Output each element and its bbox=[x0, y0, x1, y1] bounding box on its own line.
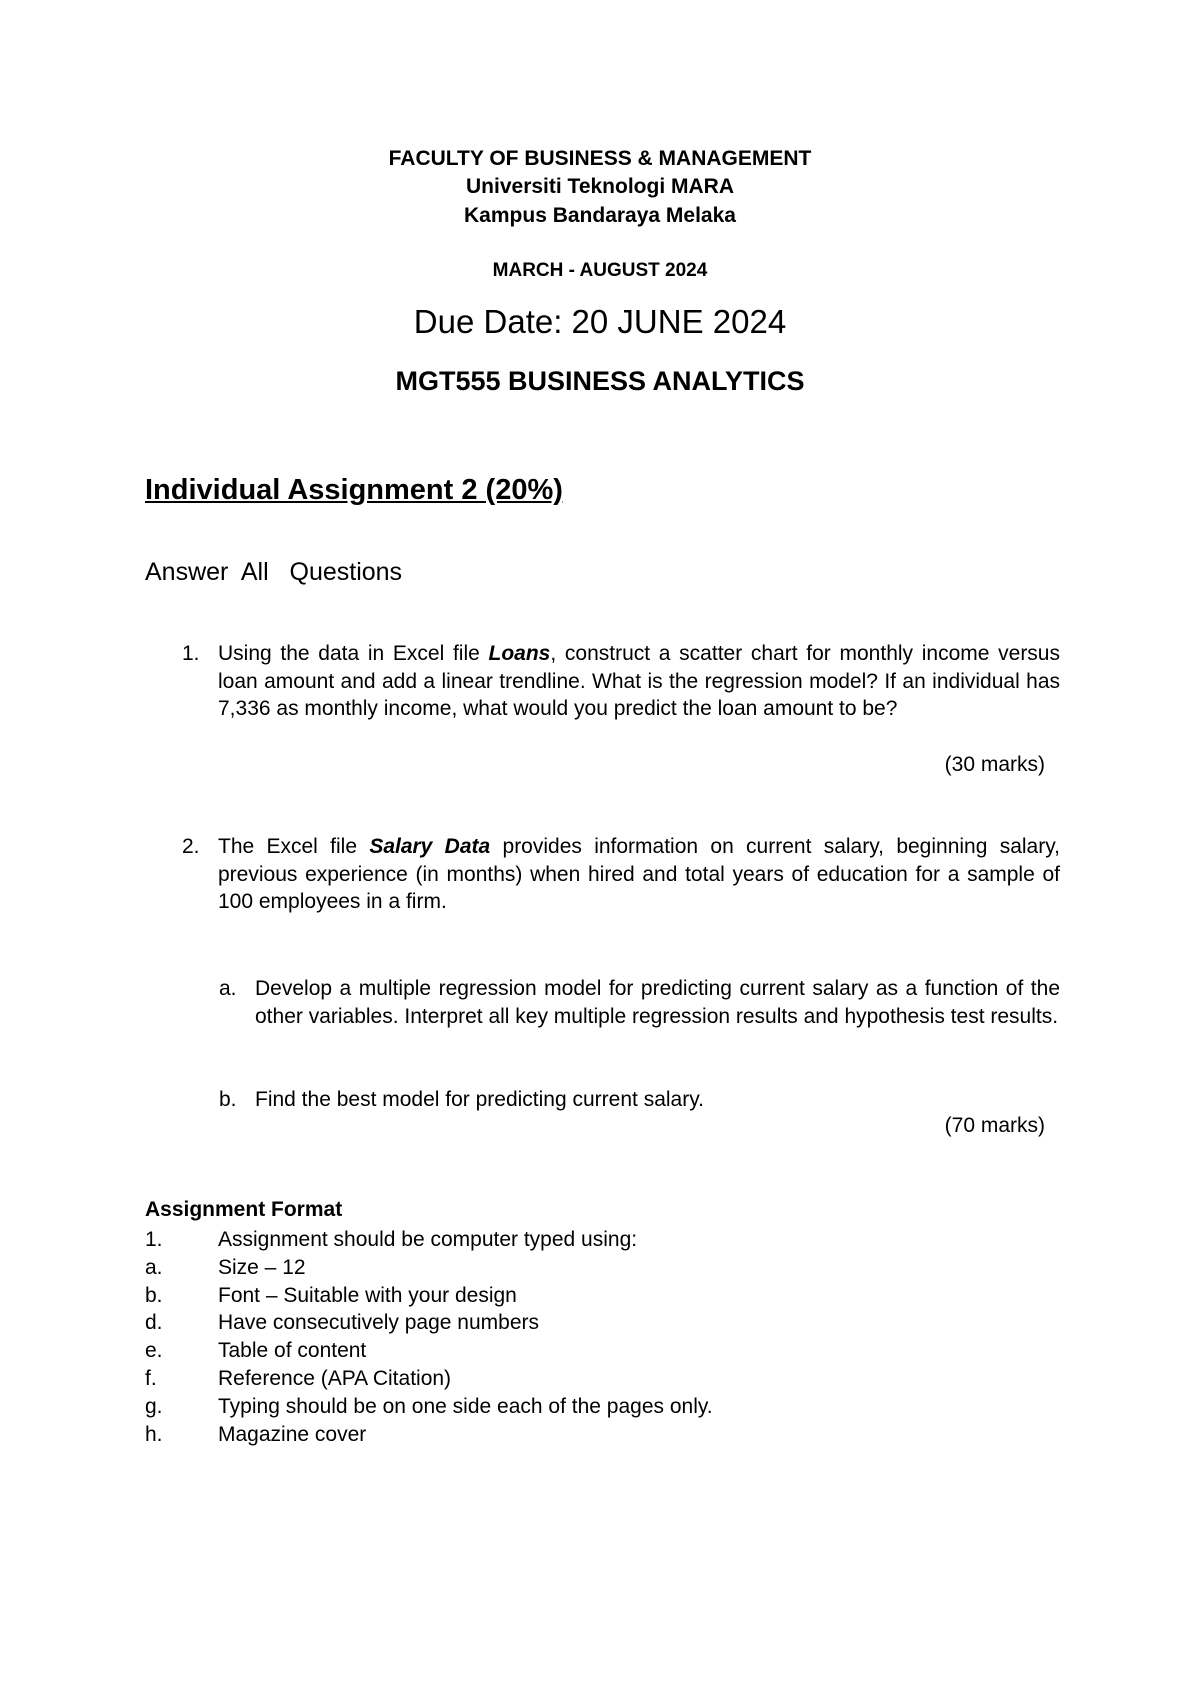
question-text: The Excel file Salary Data provides information on current salary, beginning salary, previous experience (in months) when hired and total years of education for a sample of 100 employees in a firm. bbox=[218, 835, 1061, 913]
university-name: Universiti Teknologi MARA bbox=[466, 175, 734, 198]
list-marker: g. bbox=[145, 1394, 163, 1418]
assignment-title: Individual Assignment 2 (20%) bbox=[145, 474, 563, 506]
question-2-part-b bbox=[219, 1086, 1060, 1114]
due-date: Due Date: 20 JUNE 2024 bbox=[413, 303, 787, 340]
list-marker: d. bbox=[145, 1311, 163, 1335]
list-marker: a. bbox=[145, 1255, 163, 1279]
part-text: Find the best model for predicting current salary. bbox=[255, 1088, 704, 1111]
list-text: Assignment should be computer typed using: bbox=[218, 1228, 638, 1251]
question-number: 2. bbox=[182, 835, 200, 858]
list-marker: b. bbox=[145, 1283, 163, 1307]
faculty-heading: FACULTY OF BUSINESS & MANAGEMENT bbox=[388, 147, 812, 170]
list-text: Table of content bbox=[218, 1339, 367, 1363]
part-text: Develop a multiple regression model for predicting current salary as a function of the other variables. Interpret all key multiple regression results and hypothesis test results. bbox=[255, 977, 1060, 1028]
excel-file-name: Loans bbox=[488, 642, 551, 665]
question-1-marks: (30 marks) bbox=[944, 753, 1045, 776]
campus-name: Kampus Bandaraya Melaka bbox=[464, 204, 736, 227]
list-marker: e. bbox=[145, 1339, 163, 1363]
list-text: Typing should be on one side each of the pages only. bbox=[218, 1394, 713, 1418]
list-text: Size – 12 bbox=[218, 1255, 306, 1279]
question-text: Using the data in Excel file Loans, construct a scatter chart for monthly income versus loan amount and add a linear trendline. What is the regression model? If an individual has 7,336 as monthly income, what would you predict the loan amount to be? bbox=[218, 642, 1060, 720]
part-label: a. bbox=[219, 977, 237, 1000]
question-2-marks: (70 marks) bbox=[944, 1114, 1045, 1137]
part-label: b. bbox=[219, 1088, 237, 1111]
question-2 bbox=[182, 833, 1061, 916]
list-text: Reference (APA Citation) bbox=[218, 1366, 452, 1390]
question-number: 1. bbox=[182, 642, 200, 665]
question-1 bbox=[182, 640, 1060, 723]
list-text: Have consecutively page numbers bbox=[218, 1311, 540, 1335]
list-text: Magazine cover bbox=[218, 1422, 367, 1446]
instruction-text: Answer All Questions bbox=[145, 558, 403, 586]
excel-file-name: Salary Data bbox=[369, 835, 491, 858]
course-title: MGT555 BUSINESS ANALYTICS bbox=[395, 366, 805, 396]
semester-label: MARCH - AUGUST 2024 bbox=[492, 260, 708, 281]
list-text: Font – Suitable with your design bbox=[218, 1283, 517, 1307]
list-marker: h. bbox=[145, 1422, 163, 1446]
question-2-part-a bbox=[219, 975, 1060, 1030]
format-heading: Assignment Format bbox=[145, 1198, 343, 1221]
list-marker: f. bbox=[145, 1366, 157, 1390]
list-marker: 1. bbox=[145, 1228, 163, 1251]
